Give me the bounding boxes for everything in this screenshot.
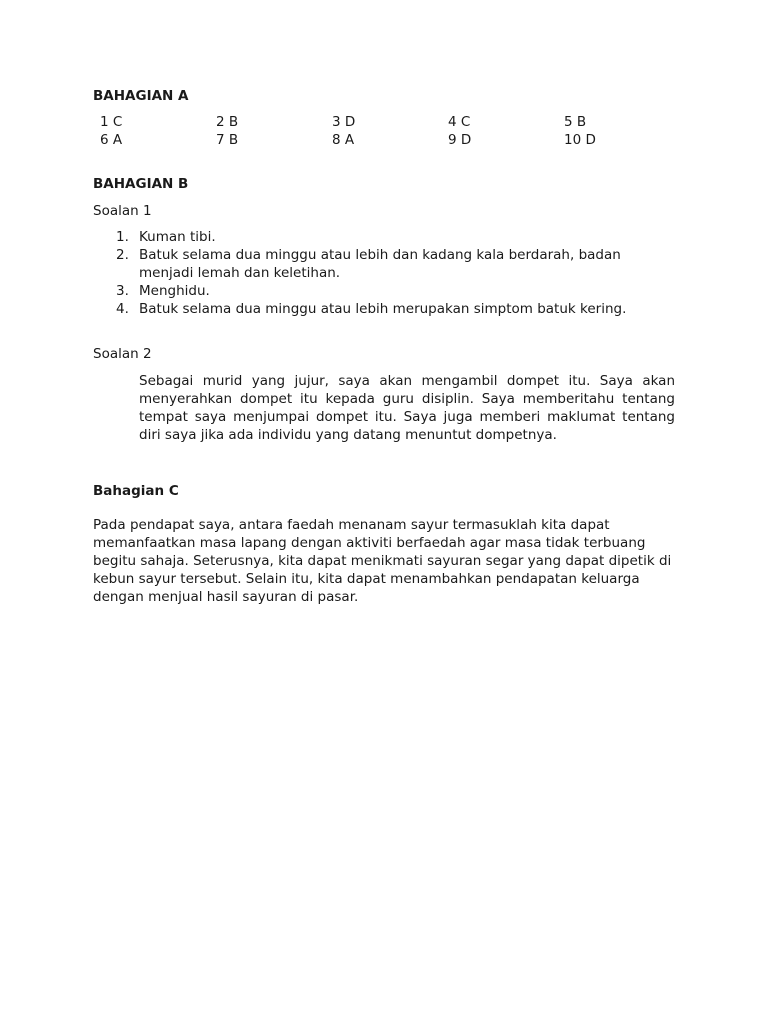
answer-row: [100, 131, 660, 149]
section-a-heading: BAHAGIAN A: [93, 88, 189, 104]
answer-cell: 3 D: [332, 114, 356, 130]
answer-cell: 8 A: [332, 132, 355, 148]
list-text: Menghidu.: [139, 283, 210, 299]
list-item: [93, 228, 675, 246]
list-text: Kuman tibi.: [139, 229, 216, 245]
question-1-answer-list: [93, 228, 675, 318]
list-number: 3.: [116, 283, 129, 299]
section-c-answer: Pada pendapat saya, antara faedah menanam sayur termasuklah kita dapat memanfaatkan masa lapang dengan aktiviti berfaedah agar masa tidak terbuang begitu sahaja. Seterusnya, kita dapat menikmati sayuran segar yang dapat dipetik di kebun sayur tersebut. Selain itu, kita dapat menambahkan pendapatan keluarga dengan menjual hasil sayuran di pasar.: [93, 517, 672, 605]
list-item: [93, 246, 675, 282]
list-text: Batuk selama dua minggu atau lebih dan kadang kala berdarah, badan menjadi lemah dan keletihan.: [139, 247, 621, 281]
section-b-heading: BAHAGIAN B: [93, 176, 189, 192]
section-c-heading: Bahagian C: [93, 483, 179, 499]
answer-cell: 5 B: [564, 114, 587, 130]
question-1-label: Soalan 1: [93, 203, 152, 219]
answer-cell: 1 C: [100, 114, 123, 130]
answer-cell: 9 D: [448, 132, 472, 148]
answer-cell: 6 A: [100, 132, 123, 148]
answer-cell: 7 B: [216, 132, 239, 148]
list-item: [93, 300, 675, 318]
list-item: [93, 282, 675, 300]
answer-cell: 10 D: [564, 132, 596, 148]
list-number: 1.: [116, 229, 129, 245]
answer-cell: 4 C: [448, 114, 471, 130]
list-text: Batuk selama dua minggu atau lebih merupakan simptom batuk kering.: [139, 301, 627, 317]
question-2-answer: Sebagai murid yang jujur, saya akan mengambil dompet itu. Saya akan menyerahkan dompet itu kepada guru disiplin. Saya memberitahu tentang tempat saya menjumpai dompet itu. Saya juga memberi maklumat tentang diri saya jika ada individu yang datang menuntut dompetnya.: [139, 373, 675, 443]
answer-row: [100, 113, 660, 131]
question-2-label: Soalan 2: [93, 346, 152, 362]
answer-cell: 2 B: [216, 114, 239, 130]
list-number: 2.: [116, 247, 129, 263]
list-number: 4.: [116, 301, 129, 317]
section-a-answer-grid: [100, 113, 660, 149]
